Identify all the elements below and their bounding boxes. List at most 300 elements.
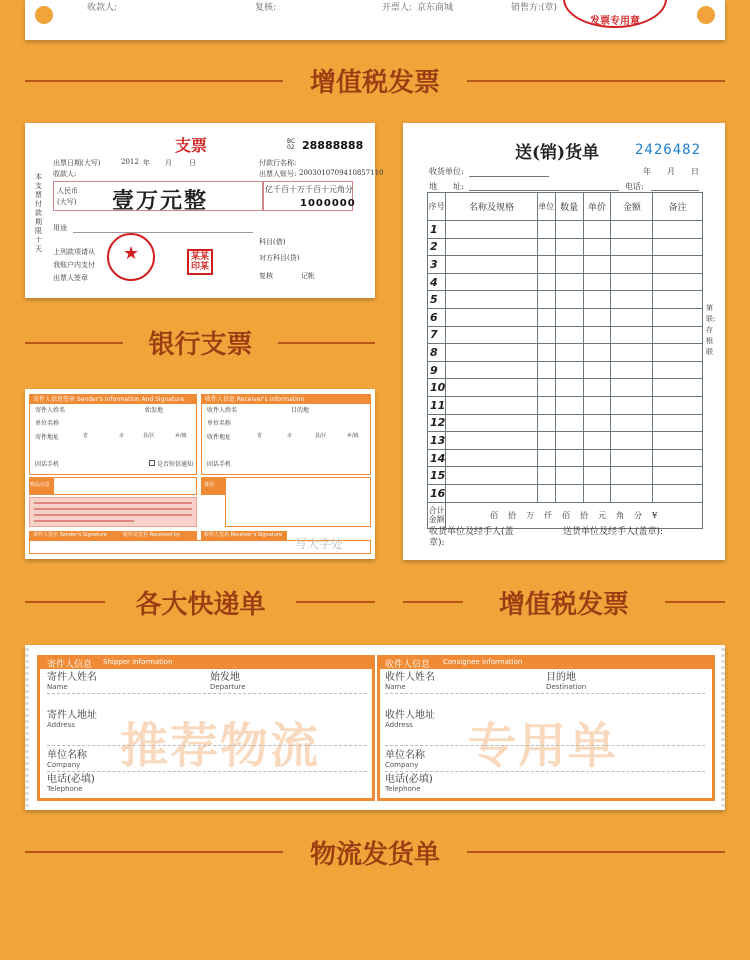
field-en: Name xyxy=(47,683,68,691)
instruction-1: 上列款项请从 xyxy=(53,248,95,256)
table-cell xyxy=(446,484,537,502)
table-cell xyxy=(611,238,653,256)
table-row xyxy=(428,326,703,344)
table-cell xyxy=(653,344,703,362)
digit-header: 亿千百十万千百十元角分 xyxy=(265,185,353,194)
receiver-label: 收款人: xyxy=(87,3,118,13)
sender-header-text: 寄件人信息 xyxy=(47,660,93,670)
phone-line xyxy=(651,190,699,191)
row-number: 6 xyxy=(428,308,446,326)
divider-line xyxy=(467,851,725,853)
table-cell xyxy=(611,467,653,485)
recv-company-label: 单位名称 xyxy=(207,420,232,427)
receiver-header xyxy=(201,394,371,403)
sender-address-field xyxy=(47,711,97,729)
sender-sign-text: 寄件人签名 Sender's Signature xyxy=(33,532,108,538)
table-cell xyxy=(555,326,583,344)
table-cell xyxy=(555,344,583,362)
recv-town-label: 乡/镇 xyxy=(347,433,359,439)
table-cell xyxy=(555,361,583,379)
table-cell xyxy=(555,484,583,502)
table-cell xyxy=(537,273,555,291)
table-cell xyxy=(653,238,703,256)
table-row xyxy=(428,256,703,274)
field-cn: 收件人姓名 xyxy=(385,672,435,683)
field-en: Company xyxy=(47,761,81,769)
receiver-sign-text: 收件人签名 Receiver's Signature xyxy=(204,532,282,538)
table-cell xyxy=(611,256,653,274)
fee-box xyxy=(225,477,371,527)
field-line xyxy=(385,693,705,694)
seller-label: 销售方:(章) xyxy=(511,3,558,13)
terms-line xyxy=(34,508,192,510)
table-cell xyxy=(446,344,537,362)
section-title-logistics: 物流发货单 xyxy=(309,840,440,870)
currency-label: 人民币 xyxy=(57,187,78,195)
table-cell xyxy=(583,291,611,309)
field-line xyxy=(385,745,705,746)
field-line xyxy=(47,693,367,694)
table-cell xyxy=(537,221,555,239)
receiver-header-text: 收件人信息 xyxy=(385,660,431,670)
table-cell xyxy=(446,221,537,239)
origin-field xyxy=(210,673,246,691)
address-label: 寄件地址 xyxy=(35,434,60,441)
phone-label: 电话: xyxy=(625,182,644,191)
table-cell xyxy=(653,256,703,274)
recv-unit-line xyxy=(469,176,549,177)
recv-city-label: 市 xyxy=(287,433,293,439)
section-title-express: 各大快递单 xyxy=(135,590,266,620)
table-cell xyxy=(653,308,703,326)
field-cn: 始发地 xyxy=(210,672,240,683)
table-cell xyxy=(446,414,537,432)
table-cell xyxy=(555,432,583,450)
recv-unit-label: 收货单位: xyxy=(429,167,464,176)
cheque-number: 28888888 xyxy=(302,139,364,152)
field-en: Telephone xyxy=(47,785,83,793)
table-cell xyxy=(583,326,611,344)
field-line xyxy=(47,745,367,746)
table-row xyxy=(428,361,703,379)
recv-district-label: 县/区 xyxy=(315,433,327,439)
field-cn: 单位名称 xyxy=(385,750,425,761)
district-label: 县/区 xyxy=(143,433,155,439)
table-cell xyxy=(611,449,653,467)
dest-label: 目的地 xyxy=(291,407,310,414)
field-en: Address xyxy=(47,721,75,729)
table-cell xyxy=(611,344,653,362)
receiver-header-text: 收件人信息 Receiver's Information xyxy=(205,396,305,403)
table-cell xyxy=(446,379,537,397)
table-cell xyxy=(555,308,583,326)
receiver-sign-bar xyxy=(201,531,287,540)
punch-hole-left xyxy=(35,6,53,24)
row-number: 10 xyxy=(428,379,446,397)
instruction-2: 我账户内支付 xyxy=(53,261,95,269)
header-cell: 单价 xyxy=(583,193,611,221)
table-cell xyxy=(653,291,703,309)
field-cn: 电话(必填) xyxy=(385,774,433,785)
day-unit: 日 xyxy=(189,159,196,167)
currency-sub: (大写) xyxy=(57,198,77,206)
section-title-vat-invoice-2: 增值税发票 xyxy=(498,590,629,620)
receiver-header xyxy=(377,655,715,669)
sms-label: 是否短信通知 xyxy=(157,461,194,468)
table-cell xyxy=(653,414,703,432)
table-row xyxy=(428,308,703,326)
row-number: 3 xyxy=(428,256,446,274)
goods-table xyxy=(427,192,703,529)
table-cell xyxy=(583,238,611,256)
stamp-text: 发票专用章 xyxy=(590,16,640,27)
table-cell xyxy=(555,379,583,397)
address-line xyxy=(469,190,619,191)
field-cn: 单位名称 xyxy=(47,750,87,761)
header-cell: 金额 xyxy=(611,193,653,221)
table-cell xyxy=(555,256,583,274)
row-number: 8 xyxy=(428,344,446,362)
table-cell xyxy=(611,326,653,344)
table-cell xyxy=(653,432,703,450)
invoice-stamp xyxy=(563,0,667,28)
table-cell xyxy=(537,432,555,450)
table-cell xyxy=(555,414,583,432)
province-label: 省 xyxy=(83,433,89,439)
table-cell xyxy=(611,432,653,450)
table-cell xyxy=(446,361,537,379)
divider-line xyxy=(25,601,105,603)
receiver-phone-field xyxy=(385,775,433,793)
table-cell xyxy=(611,396,653,414)
table-cell xyxy=(537,344,555,362)
goods-tag xyxy=(29,477,53,495)
city-label: 市 xyxy=(119,433,125,439)
goods-box xyxy=(53,477,197,495)
table-cell xyxy=(446,449,537,467)
table-cell xyxy=(653,467,703,485)
year-value: 2012 xyxy=(121,158,139,166)
table-row xyxy=(428,221,703,239)
field-cn: 收件人地址 xyxy=(385,710,435,721)
table-cell xyxy=(653,484,703,502)
cheque-title: 支票 xyxy=(175,136,208,155)
issuer-value: 京东商城 xyxy=(417,3,454,13)
row-number: 16 xyxy=(428,484,446,502)
reviewer-label: 复核: xyxy=(255,3,277,13)
row-number: 11 xyxy=(428,396,446,414)
table-cell xyxy=(537,396,555,414)
right-edge-perforation xyxy=(721,645,725,810)
section-title-bank-cheque: 银行支票 xyxy=(148,330,253,360)
table-cell xyxy=(583,256,611,274)
table-row xyxy=(428,432,703,450)
divider-line xyxy=(25,342,123,344)
row-number: 4 xyxy=(428,273,446,291)
table-row xyxy=(428,484,703,502)
record-label: 记帐 xyxy=(301,272,315,280)
purpose-line xyxy=(73,232,253,233)
personal-seal xyxy=(187,249,213,275)
table-cell xyxy=(446,326,537,344)
table-cell xyxy=(611,379,653,397)
row-number: 15 xyxy=(428,467,446,485)
watermark-left: 推荐物流 xyxy=(120,718,321,774)
table-cell xyxy=(583,396,611,414)
sender-header xyxy=(29,394,197,403)
sender-company-field xyxy=(47,751,87,769)
receiver-name-field xyxy=(385,673,435,691)
recv-phone-label: 固话手机 xyxy=(207,461,232,468)
receiver-header-en: Consignee information xyxy=(443,658,523,666)
divider-line xyxy=(25,80,283,82)
date-label: 出票日期(大写) xyxy=(53,159,101,167)
table-row xyxy=(428,291,703,309)
table-row xyxy=(428,396,703,414)
total-row xyxy=(428,502,703,528)
field-en: Departure xyxy=(210,683,246,691)
total-units: 佰 拾 万 仟 佰 拾 元 角 分 ¥ xyxy=(446,502,703,528)
divider-line xyxy=(403,601,463,603)
side-note: 第 联:存根联 xyxy=(706,304,720,356)
field-cn: 寄件人姓名 xyxy=(47,672,97,683)
left-edge-perforation xyxy=(25,645,29,810)
table-cell xyxy=(537,379,555,397)
divider-line xyxy=(296,601,375,603)
month-unit: 月 xyxy=(165,159,172,167)
account-number: 2003010709410857110 xyxy=(299,169,384,177)
terms-line xyxy=(34,514,192,516)
table-row xyxy=(428,344,703,362)
issuer-label: 开票人: xyxy=(382,3,413,13)
table-cell xyxy=(611,291,653,309)
table-cell xyxy=(446,273,537,291)
delivery-note xyxy=(403,123,725,560)
receiver-address-field xyxy=(385,711,435,729)
table-cell xyxy=(537,484,555,502)
table-cell xyxy=(555,273,583,291)
table-cell xyxy=(583,484,611,502)
table-cell xyxy=(653,449,703,467)
receiver-company-field xyxy=(385,751,425,769)
table-cell xyxy=(611,273,653,291)
section-title-vat-invoice: 增值税发票 xyxy=(309,68,440,98)
date-label: 年 月 日 xyxy=(643,167,699,176)
table-row xyxy=(428,273,703,291)
row-number: 9 xyxy=(428,361,446,379)
table-cell xyxy=(555,238,583,256)
terms-line xyxy=(34,502,192,504)
table-cell xyxy=(537,361,555,379)
sender-header-en: Shipper information xyxy=(103,658,173,666)
row-number: 7 xyxy=(428,326,446,344)
table-cell xyxy=(446,432,537,450)
watermark-right: 专用单 xyxy=(468,718,619,774)
divider-line xyxy=(467,80,725,82)
table-cell xyxy=(583,414,611,432)
subject-label: 科目(借) xyxy=(259,238,286,246)
table-cell xyxy=(446,467,537,485)
table-cell xyxy=(653,326,703,344)
field-en: Name xyxy=(385,683,406,691)
field-cn: 寄件人地址 xyxy=(47,710,97,721)
recv-name-label: 收件人姓名 xyxy=(207,407,238,414)
table-cell xyxy=(653,361,703,379)
field-cn: 目的地 xyxy=(546,672,576,683)
recv-address-label: 收件地址 xyxy=(207,434,232,441)
row-number: 12 xyxy=(428,414,446,432)
dest-field xyxy=(546,673,586,691)
table-cell xyxy=(537,291,555,309)
amount-in-words: 壹万元整 xyxy=(112,188,209,214)
table-row xyxy=(428,238,703,256)
company-seal xyxy=(107,233,155,281)
punch-hole-right xyxy=(697,6,715,24)
table-cell xyxy=(537,449,555,467)
sms-checkbox[interactable] xyxy=(149,460,155,466)
table-cell xyxy=(583,221,611,239)
purpose-label: 用途 xyxy=(53,224,67,232)
counter-subject-label: 对方科目(贷) xyxy=(259,254,300,262)
table-cell xyxy=(446,291,537,309)
table-cell xyxy=(555,467,583,485)
table-cell xyxy=(583,308,611,326)
table-cell xyxy=(583,273,611,291)
table-row xyxy=(428,379,703,397)
fee-tag xyxy=(201,477,225,495)
row-number: 13 xyxy=(428,432,446,450)
payee-bank-label: 付款行名称: xyxy=(259,159,297,167)
fee-tag-text: 费用 xyxy=(204,482,215,488)
sign-right: 送货单位及经手人(盖章): xyxy=(563,527,664,537)
header-cell: 单位 xyxy=(537,193,555,221)
divider-line xyxy=(665,601,725,603)
table-cell xyxy=(611,221,653,239)
amount-row xyxy=(53,181,263,214)
header-cell: 数量 xyxy=(555,193,583,221)
year-unit: 年 xyxy=(143,159,150,167)
courier-sign-text: 收件员签名 Received by xyxy=(123,532,181,538)
field-en: Destination xyxy=(546,683,587,691)
star-icon: ★ xyxy=(123,243,140,264)
sender-phone-field xyxy=(47,775,95,793)
phone-label: 固话手机 xyxy=(35,461,60,468)
table-cell xyxy=(611,361,653,379)
table-cell xyxy=(583,467,611,485)
field-en: Address xyxy=(385,721,413,729)
table-cell xyxy=(653,221,703,239)
sender-header xyxy=(37,655,375,669)
table-cell xyxy=(555,291,583,309)
table-cell xyxy=(555,396,583,414)
digit-values: 1000000 xyxy=(300,198,356,209)
row-number: 1 xyxy=(428,221,446,239)
digit-box xyxy=(263,181,356,211)
bank-cheque xyxy=(25,123,384,298)
receiver-label: 收款人: xyxy=(53,170,77,178)
table-cell xyxy=(537,414,555,432)
table-row xyxy=(428,449,703,467)
table-cell xyxy=(537,308,555,326)
table-cell xyxy=(537,238,555,256)
divider-line xyxy=(25,851,283,853)
table-cell xyxy=(446,396,537,414)
table-cell xyxy=(611,484,653,502)
account-label: 出票人账号: xyxy=(259,170,297,178)
logistics-form xyxy=(25,645,725,810)
table-cell xyxy=(611,308,653,326)
table-cell xyxy=(446,238,537,256)
table-cell xyxy=(537,326,555,344)
sender-header-text: 寄件人信息签章 Sender's Information And Signature xyxy=(33,396,185,403)
company-label: 单位名称 xyxy=(35,420,60,427)
table-cell xyxy=(653,396,703,414)
field-line xyxy=(47,771,367,772)
table-cell xyxy=(446,308,537,326)
terms-line xyxy=(34,520,134,522)
express-form xyxy=(25,389,375,559)
field-line xyxy=(385,771,705,772)
terms-box xyxy=(29,497,197,527)
table-cell xyxy=(583,449,611,467)
delivery-title: 送(销)货单 xyxy=(515,143,600,163)
divider-line xyxy=(278,342,375,344)
delivery-number: 2426482 xyxy=(635,142,702,158)
table-cell xyxy=(537,256,555,274)
table-cell xyxy=(611,414,653,432)
table-cell xyxy=(537,467,555,485)
table-cell xyxy=(653,273,703,291)
sender-sign-bar xyxy=(29,531,197,540)
row-number: 5 xyxy=(428,291,446,309)
header-cell: 名称及规格 xyxy=(446,193,537,221)
table-header xyxy=(428,193,703,221)
table-cell xyxy=(583,432,611,450)
table-cell xyxy=(653,379,703,397)
sender-name-label: 寄件人姓名 xyxy=(35,407,66,414)
cheque-code: BC 02 xyxy=(287,138,296,151)
header-cell: 备注 xyxy=(653,193,703,221)
review-label: 复核 xyxy=(259,272,273,280)
table-cell xyxy=(555,221,583,239)
table-cell xyxy=(583,361,611,379)
table-cell xyxy=(446,256,537,274)
recv-province-label: 省 xyxy=(257,433,263,439)
sender-name-field xyxy=(47,673,97,691)
origin-label: 始发地 xyxy=(145,407,164,414)
row-number: 14 xyxy=(428,449,446,467)
table-row xyxy=(428,467,703,485)
table-cell xyxy=(583,344,611,362)
goods-tag-text: 物品信息 xyxy=(30,482,51,488)
field-cn: 电话(必填) xyxy=(47,774,95,785)
field-en: Telephone xyxy=(385,785,421,793)
row-number: 2 xyxy=(428,238,446,256)
total-label: 合计金额 xyxy=(428,502,446,528)
table-cell xyxy=(555,449,583,467)
address-label: 地 址: xyxy=(429,182,464,191)
seal-text: 某某印某 xyxy=(190,252,209,272)
header-cell: 序号 xyxy=(428,193,446,221)
side-text: 本支票付款期限十天 xyxy=(35,173,42,253)
sign-left: 收货单位及经手人(盖章): xyxy=(429,527,514,548)
table-cell xyxy=(583,379,611,397)
vat-invoice-strip xyxy=(25,0,725,40)
field-en: Company xyxy=(385,761,419,769)
table-row xyxy=(428,414,703,432)
write-hint: 写大字处 xyxy=(295,537,344,551)
town-label: 乡/镇 xyxy=(175,433,187,439)
